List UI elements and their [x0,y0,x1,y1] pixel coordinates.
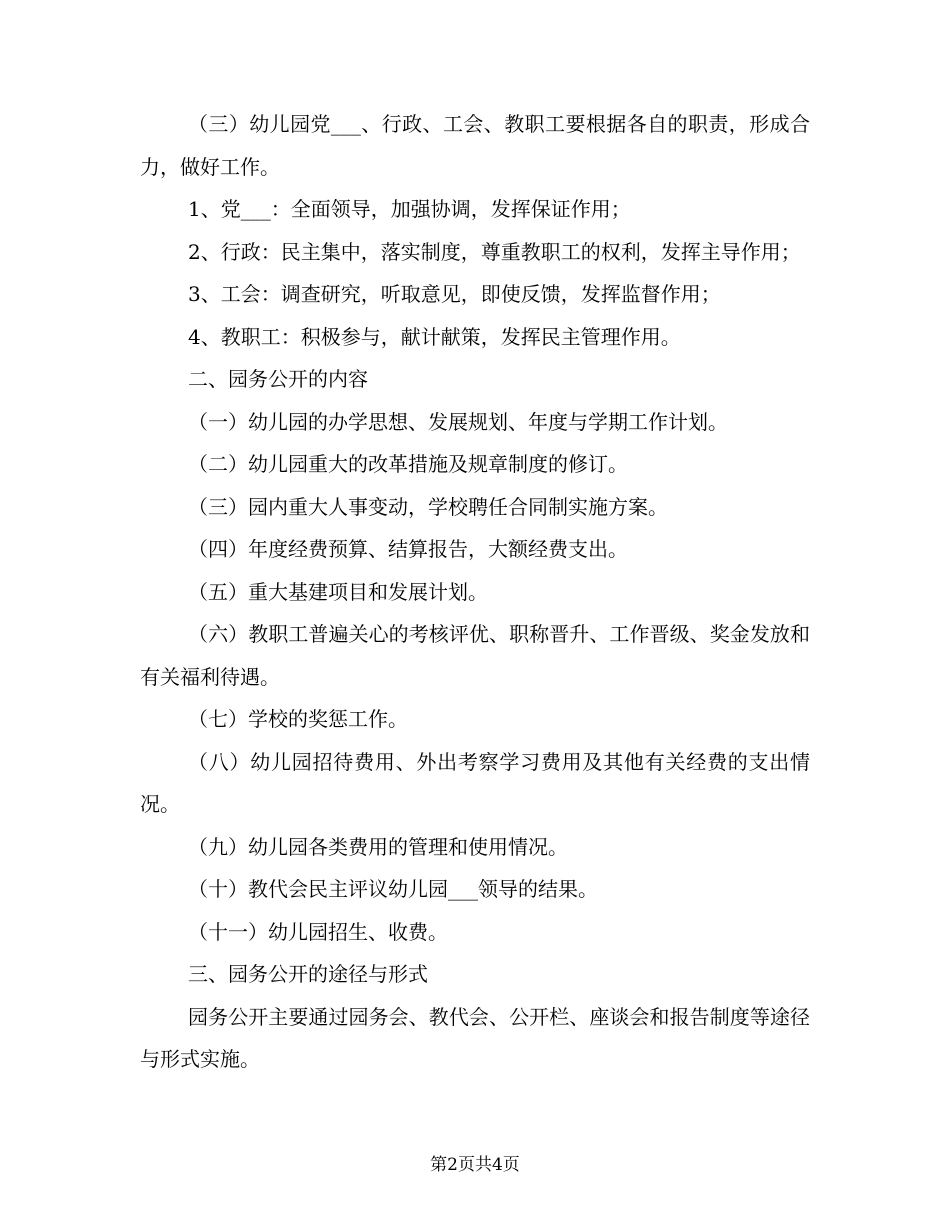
paragraph-10: （四）年度经费预算、结算报告，大额经费支出。 [188,537,628,561]
paragraph-4: 3、工会：调查研究，听取意见，即使反馈，发挥监督作用； [188,282,721,306]
section-heading-3: 三、园务公开的途径与形式 [188,962,428,986]
paragraph-19: 园务公开主要通过园务会、教代会、公开栏、座谈会和报告制度等途径与形式实施。 [140,1004,810,1071]
paragraph-8: （二）幼儿园重大的改革措施及规章制度的修订。 [188,452,628,476]
paragraph-14: （八）幼儿园招待费用、外出考察学习费用及其他有关经费的支出情况。 [140,749,810,816]
document-body [140,103,810,1081]
paragraph-1: （三）幼儿园党___、行政、工会、教职工要根据各自的职责，形成合力，做好工作。 [140,112,810,179]
paragraph-11: （五）重大基建项目和发展计划。 [188,579,488,604]
paragraph-17: （十一）幼儿园招生、收费。 [188,919,448,944]
paragraph-3: 2、行政：民主集中，落实制度，尊重教职工的权利，发挥主导作用； [188,239,801,264]
paragraph-5: 4、教职工：积极参与，献计献策，发挥民主管理作用。 [188,324,681,349]
paragraph-15: （九）幼儿园各类费用的管理和使用情况。 [188,834,568,859]
paragraph-2: 1、党___：全面领导，加强协调，发挥保证作用； [188,197,631,221]
section-heading-2: 二、园务公开的内容 [188,367,368,391]
paragraph-13: （七）学校的奖惩工作。 [188,707,408,731]
paragraph-9: （三）园内重大人事变动，学校聘任合同制实施方案。 [188,494,668,519]
paragraph-12: （六）教职工普遍关心的考核评优、职称晋升、工作晋级、奖金发放和有关福利待遇。 [140,622,810,689]
page-number-footer: 第2页共4页 [430,1155,520,1175]
paragraph-7: （一）幼儿园的办学思想、发展规划、年度与学期工作计划。 [188,409,728,434]
paragraph-16: （十）教代会民主评议幼儿园___领导的结果。 [188,877,598,901]
